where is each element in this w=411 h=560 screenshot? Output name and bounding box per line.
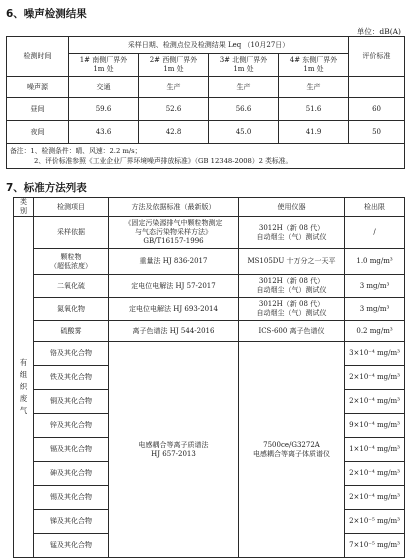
table-row xyxy=(14,249,405,275)
table-cell: 生产 xyxy=(279,77,349,98)
limit-cell: 9×10⁻⁴ mg/m³ xyxy=(345,414,405,438)
table-row xyxy=(14,342,405,366)
item-cell: 砷及其化合物 xyxy=(34,462,109,486)
row-label: 昼间 xyxy=(7,98,69,121)
item-cell: 二氧化硫 xyxy=(34,275,109,298)
table-cell: 60 xyxy=(349,98,405,121)
limit-cell: 1×10⁻⁴ mg/m³ xyxy=(345,438,405,462)
limit-cell: 2×10⁻⁴ mg/m³ xyxy=(345,390,405,414)
item-cell: 锑及其化合物 xyxy=(34,510,109,534)
limit-cell: 2×10⁻⁵ mg/m³ xyxy=(345,510,405,534)
table-row xyxy=(14,217,405,249)
limit-cell: / xyxy=(345,217,405,249)
table-cell: 41.9 xyxy=(279,121,349,144)
method-cell: 定电位电解法 HJ 57-2017 xyxy=(109,275,239,298)
table-cell: 50 xyxy=(349,121,405,144)
instrument-cell: 3012H（新 08 代） 自动烟尘（气）测试仪 xyxy=(239,275,345,298)
table-cell: 42.8 xyxy=(139,121,209,144)
table-cell: 43.6 xyxy=(69,121,139,144)
note-line: 2、评价标准参照《工业企业厂界环境噪声排放标准》（GB 12348-2008）2 类标准。 xyxy=(34,157,293,165)
header-point: 3# 北侧厂界外 1m 处 xyxy=(209,54,279,77)
method-cell: 定电位电解法 HJ 693-2014 xyxy=(109,298,239,321)
header-point: 2# 西侧厂界外 1m 处 xyxy=(139,54,209,77)
limit-cell: 0.2 mg/m³ xyxy=(345,321,405,342)
table-row xyxy=(7,98,405,121)
metals-instrument-cell: 7500ce/G3272A 电感耦合等离子体质谱仪 xyxy=(239,342,345,558)
instrument-cell: MS105DU 十万分之一天平 xyxy=(239,249,345,275)
methods-header-row xyxy=(14,198,405,217)
table-cell: 51.6 xyxy=(279,98,349,121)
methods-section-title: 7、标准方法列表 xyxy=(6,182,87,194)
header-detection-time: 检测时间 xyxy=(7,37,69,77)
table-cell: 生产 xyxy=(139,77,209,98)
category-cell: 有 组 织 废 气 xyxy=(14,217,34,558)
table-cell: 52.6 xyxy=(139,98,209,121)
limit-cell: 2×10⁻⁴ mg/m³ xyxy=(345,486,405,510)
limit-cell: 3×10⁻⁴ mg/m³ xyxy=(345,342,405,366)
header-point: 4# 东侧厂界外 1m 处 xyxy=(279,54,349,77)
item-cell: 铬及其化合物 xyxy=(34,342,109,366)
table-cell: 56.6 xyxy=(209,98,279,121)
item-cell: 锌及其化合物 xyxy=(34,414,109,438)
method-cell: 重量法 HJ 836-2017 xyxy=(109,249,239,275)
table-row xyxy=(7,121,405,144)
header-point: 1# 南侧厂界外 1m 处 xyxy=(69,54,139,77)
item-cell: 镉及其化合物 xyxy=(34,438,109,462)
instrument-cell: 3012H（新 08 代） 自动烟尘（气）测试仪 xyxy=(239,217,345,249)
noise-table xyxy=(6,36,405,169)
metals-method-cell: 电感耦合等离子质谱法 HJ 657-2013 xyxy=(109,342,239,558)
limit-cell: 1.0 mg/m³ xyxy=(345,249,405,275)
noise-source-row xyxy=(7,77,405,98)
methods-table xyxy=(13,197,405,558)
table-cell xyxy=(349,77,405,98)
table-cell: 交通 xyxy=(69,77,139,98)
header-item: 检测项目 xyxy=(34,198,109,217)
table-cell: 59.6 xyxy=(69,98,139,121)
table-row xyxy=(14,321,405,342)
note-line: 备注：1、检测条件：晴、风速：2.2 m/s； xyxy=(10,147,142,155)
noise-section-title: 6、噪声检测结果 xyxy=(6,8,87,20)
header-standard: 评价标准 xyxy=(349,37,405,77)
header-instrument: 使用仪器 xyxy=(239,198,345,217)
limit-cell: 2×10⁻⁴ mg/m³ xyxy=(345,366,405,390)
header-sampling-group: 采样日期、检测点位及检测结果 Leq （10月27日） xyxy=(69,37,349,54)
header-method: 方法及依据标准（最新版） xyxy=(109,198,239,217)
item-cell: 颗粒物 （超低浓度） xyxy=(34,249,109,275)
limit-cell: 2×10⁻⁴ mg/m³ xyxy=(345,462,405,486)
table-cell: 生产 xyxy=(209,77,279,98)
unit-label: 单位：dB(A) xyxy=(356,27,401,36)
limit-cell: 3 mg/m³ xyxy=(345,275,405,298)
item-cell: 采样依据 xyxy=(34,217,109,249)
item-cell: 锰及其化合物 xyxy=(34,534,109,558)
header-category: 类 别 xyxy=(14,198,34,217)
table-row xyxy=(14,298,405,321)
item-cell: 氮氧化物 xyxy=(34,298,109,321)
instrument-cell: 3012H（新 08 代） 自动烟尘（气）测试仪 xyxy=(239,298,345,321)
notes-cell xyxy=(7,144,405,169)
method-cell: 《固定污染源排气中颗粒物测定 与气态污染物采样方法》 GB/T16157-1996 xyxy=(109,217,239,249)
row-label: 噪声源 xyxy=(7,77,69,98)
item-cell: 锡及其化合物 xyxy=(34,486,109,510)
instrument-cell: ICS-600 离子色谱仪 xyxy=(239,321,345,342)
item-cell: 硫酸雾 xyxy=(34,321,109,342)
limit-cell: 3 mg/m³ xyxy=(345,298,405,321)
header-limit: 检出限 xyxy=(345,198,405,217)
item-cell: 铜及其化合物 xyxy=(34,390,109,414)
row-label: 夜间 xyxy=(7,121,69,144)
table-row xyxy=(14,275,405,298)
limit-cell: 7×10⁻⁵ mg/m³ xyxy=(345,534,405,558)
item-cell: 铁及其化合物 xyxy=(34,366,109,390)
method-cell: 离子色谱法 HJ 544-2016 xyxy=(109,321,239,342)
table-cell: 45.0 xyxy=(209,121,279,144)
